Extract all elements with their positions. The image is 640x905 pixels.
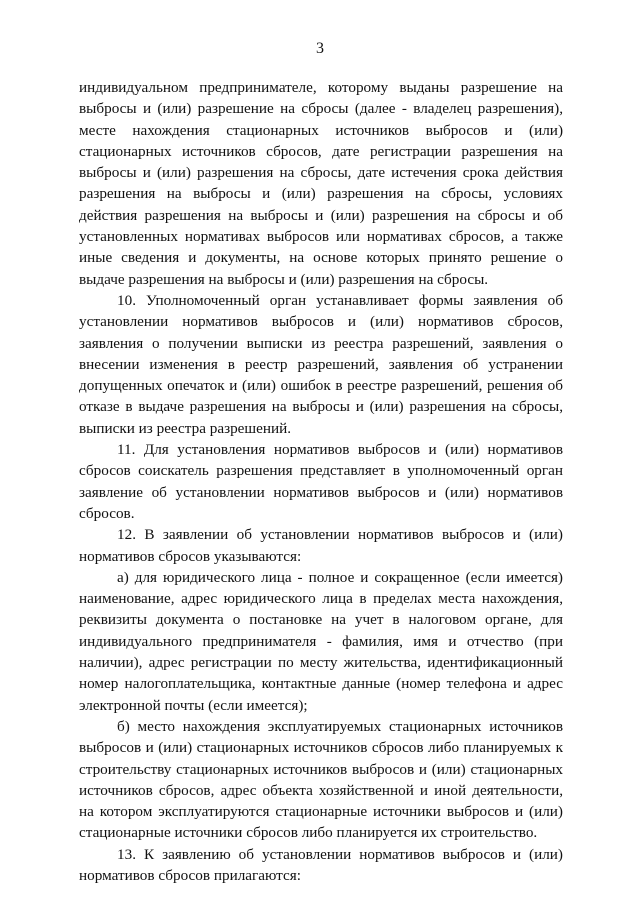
paragraph-subitem-b: б) место нахождения эксплуатируемых стационарных источников выбросов и (или) стационарных источников сбросов либо планируемых к строительству стационарных источников выбросов и (или) стационарных источников сбросов, адрес объекта хозяйственной и иной деятельности, на котором эксплуатируются стационарные источники выбросов и (или) стационарные источники сбросов либо планируется их строительство.: [79, 717, 563, 842]
paragraph-item-13: 13. К заявлению об установлении нормативов выбросов и (или) нормативов сбросов прилагаются:: [79, 845, 563, 884]
paragraph-item-11: 11. Для установления нормативов выбросов и (или) нормативов сбросов соискатель разрешения представляет в уполномоченный орган заявление об установлении нормативов выбросов и (или) нормативов сбросов.: [79, 441, 563, 522]
paragraph-subitem-a: а) для юридического лица - полное и сокращенное (если имеется) наименование, адрес юридического лица в пределах места нахождения, реквизиты документа о постановке на учет в налоговом органе, для индивидуального предпринимателя - фамилия, имя и отчество (при наличии), адрес регистрации по месту жительства, идентификационный номер налогоплательщика, контактные данные (номер телефона и адрес электронной почты (если имеется);: [79, 568, 563, 714]
paragraph-item-10: 10. Уполномоченный орган устанавливает формы заявления об установлении нормативов выбросов и (или) нормативов сбросов, заявления о получении выписки из реестра разрешений, заявления о внесении изменения в реестр разрешений, заявления об устранении допущенных опечаток и (или) ошибок в реестре разрешений, решения об отказе в выдаче разрешения на выбросы и (или) разрешения на сбросы, выписки из реестра разрешений.: [79, 291, 563, 437]
paragraph-item-12: 12. В заявлении об установлении нормативов выбросов и (или) нормативов сбросов указываются:: [79, 526, 563, 565]
page-number: 3: [316, 40, 324, 57]
paragraph-continuation: индивидуальном предпринимателе, которому выданы разрешение на выбросы и (или) разрешение на сбросы (далее - владелец разрешения), месте нахождения стационарных источников выбросов и (или) стационарных источников сбросов, дате регистрации разрешения на выбросы и (или) разрешения на сбросы, дате истечения срока действия разрешения на выбросы и (или) разрешения на сбросы, условиях действия разрешения на выбросы и (или) разрешения на сбросы и об установленных нормативах выбросов или нормативах сбросов, а также иные сведения и документы, на основе которых принято решение о выдаче разрешения на выбросы и (или) разрешения на сбросы.: [79, 79, 563, 288]
document-body: [79, 77, 563, 886]
